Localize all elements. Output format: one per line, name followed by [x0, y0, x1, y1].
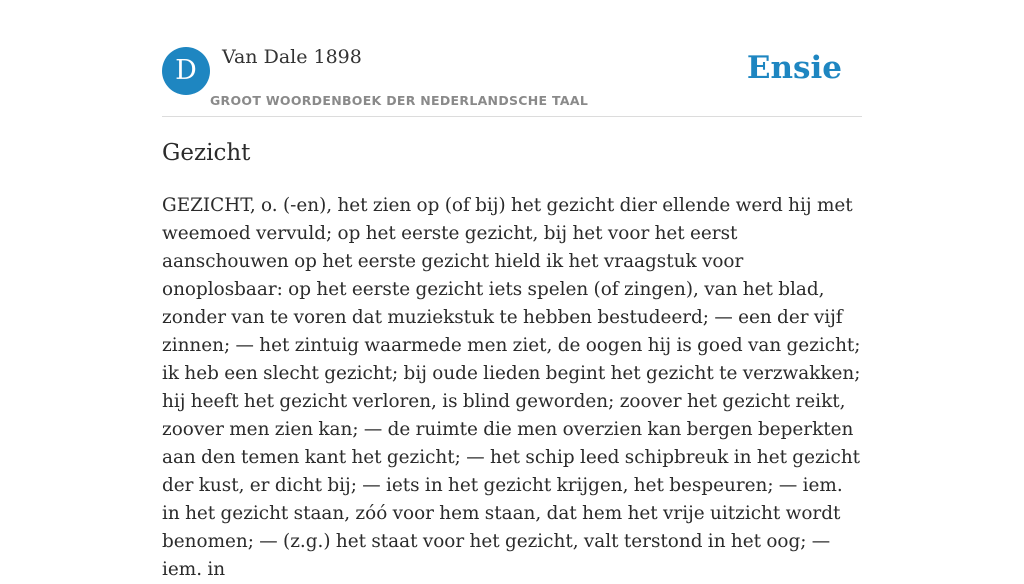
dictionary-logo[interactable]: D: [162, 47, 210, 95]
dictionary-subtitle: GROOT WOORDENBOEK DER NEDERLANDSCHE TAAL: [210, 93, 589, 108]
site-header: [162, 0, 862, 117]
dictionary-name[interactable]: Van Dale 1898: [222, 46, 362, 68]
entry-definition: GEZICHT, o. (-en), het zien op (of bij) het gezicht dier ellende werd hij met weemoed vervuld; op het eerste gezicht, bij het voor het eerst aanschouwen op het eerste gezicht hield ik het vraagstuk voor onoplosbaar: op het eerste gezicht iets spelen (of zingen), van het blad, zonder van te voren dat muziekstuk te hebben bestudeerd; — een der vijf zinnen; — het zintuig waarmede men ziet, de oogen hij is goed van gezicht; ik heb een slecht gezicht; bij oude lieden begint het gezicht te verzwakken; hij heeft het gezicht verloren, is blind geworden; zoover het gezicht reikt, zoover men zien kan; — de ruimte die men overzien kan bergen beperkten aan den temen kant het gezicht; — het schip leed schipbreuk in het gezicht der kust, er dicht bij; — iets in het gezicht krijgen, het bespeuren; — iem. in het gezicht staan, zóó voor hem staan, dat hem het vrije uitzicht wordt benomen; — (z.g.) het staat voor het gezicht, valt terstond in het oog; — iem. in: [162, 195, 861, 580]
ensie-brand-logo[interactable]: Ensie: [746, 50, 842, 86]
entry-title: Gezicht: [162, 140, 251, 166]
